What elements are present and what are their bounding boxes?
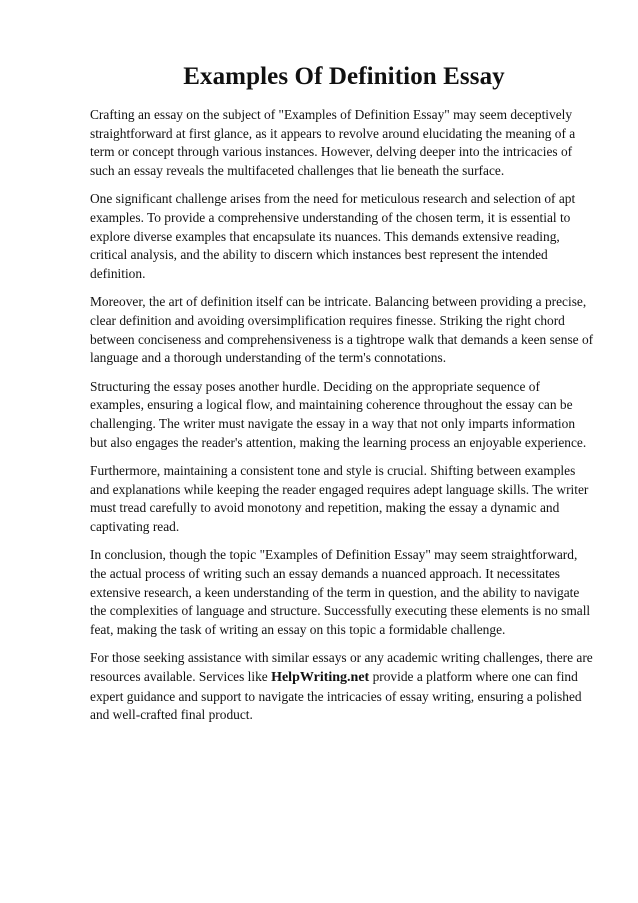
closing-text-before: For those seeking assistance with similar essays or any academic writing challenges, there are resources available. Services like: [90, 650, 593, 685]
paragraph-conclusion: In conclusion, though the topic "Examples of Definition Essay" may seem straightforward, the actual process of writing such an essay demands a nuanced approach. It necessitates extensive research, a keen understanding of the term in question, and the ability to navigate the complexities of language and structure. Successfully executing these elements is no small feat, making the task of writing an essay on this topic a formidable challenge.: [90, 547, 591, 637]
paragraph-definition: Moreover, the art of definition itself can be intricate. Balancing between providing a precise, clear definition and avoiding oversimplification requires finesse. Striking the right chord between conciseness and comprehensiveness is a tightrope walk that demands a keen sense of language and a thorough understanding of the term's connotations.: [90, 294, 594, 366]
paragraph-tone: Furthermore, maintaining a consistent tone and style is crucial. Shifting between examples and explanations while keeping the reader engaged requires adept language skills. The writer must tread carefully to avoid monotony and repetition, making the essay a dynamic and captivating read.: [90, 463, 589, 534]
helpwriting-link[interactable]: HelpWriting.net: [271, 670, 370, 686]
closing-text-after: provide a platform where one can find expert guidance and support to navigate the intricacies of essay writing, ensuring a polished and well-crafted final product.: [90, 669, 582, 723]
paragraph-closing: [90, 649, 594, 724]
page-title: Examples Of Definition Essay: [183, 63, 505, 90]
paragraph-research: One significant challenge arises from the need for meticulous research and selection of apt examples. To provide a comprehensive understanding of the chosen term, it is essential to explore diverse examples that encapsulate its nuances. This demands extensive reading, critical analysis, and the ability to discern which instances best represent the intended definition.: [90, 191, 576, 281]
paragraph-structure: Structuring the essay poses another hurdle. Deciding on the appropriate sequence of examples, ensuring a logical flow, and maintaining coherence throughout the essay can be challenging. The writer must navigate the essay in a way that not only imparts information but also engages the reader's attention, making the learning process an enjoyable experience.: [90, 378, 587, 450]
paragraph-intro: Crafting an essay on the subject of "Examples of Definition Essay" may seem deceptively straightforward at first glance, as it appears to revolve around elucidating the meaning of a term or concept through various instances. However, delving deeper into the intricacies of such an essay reveals the multifaceted challenges that lie beneath the surface.: [90, 107, 576, 178]
